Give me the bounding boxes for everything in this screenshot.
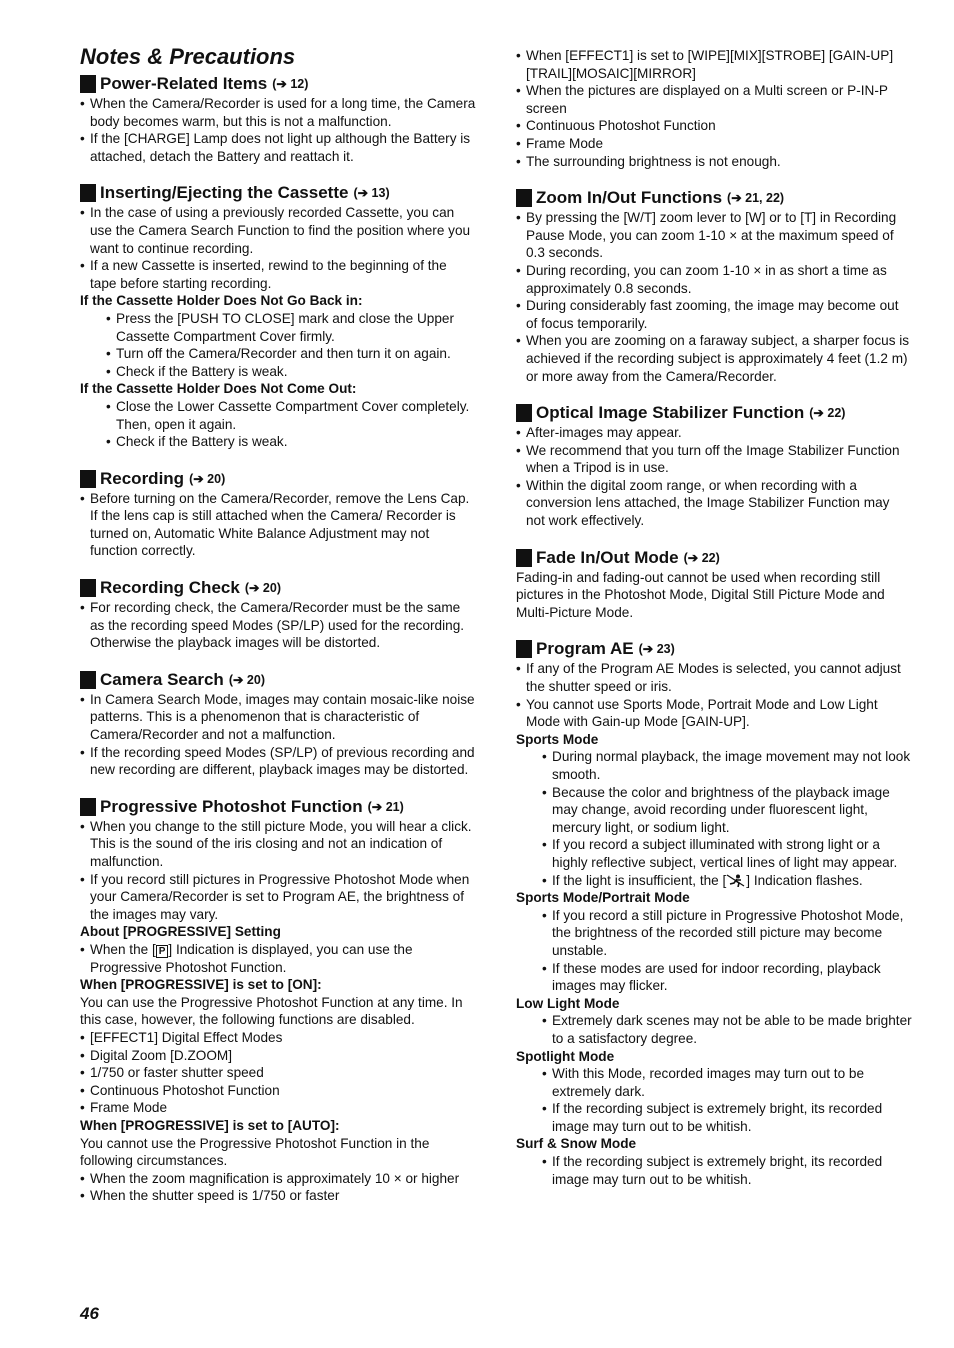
square-bullet-icon: [80, 470, 96, 488]
bullet-item: • During considerably fast zooming, the image may become out of focus temporarily.: [516, 297, 912, 332]
bullet-item: • We recommend that you turn off the Image Stabilizer Function when a Tripod is in use.: [516, 442, 912, 477]
section-title: Recording: [100, 468, 185, 488]
subheading: About [PROGRESSIVE] Setting: [80, 924, 281, 940]
bullet-item: • Frame Mode: [516, 135, 912, 153]
section-title: Inserting/Ejecting the Cassette: [100, 183, 349, 203]
bullet-item: • If you record still pictures in Progressive Photoshot Mode when your Camera/Recorder is set to Program AE, the brightness of the images may vary.: [80, 871, 476, 924]
section-image-stabilizer: [516, 403, 912, 530]
bullet-item: • During recording, you can zoom 1-10 × in as short a time as approximately 0.8 seconds.: [516, 262, 912, 297]
section-power: [80, 74, 476, 165]
bullet-item: • Continuous Photoshot Function: [80, 1082, 476, 1100]
bullet-item: • Before turning on the Camera/Recorder, remove the Lens Cap. If the lens cap is still attached when the Camera/ Recorder is turned on, Automatic White Balance Adjustment may not function correctly.: [80, 490, 476, 560]
left-column: [80, 74, 476, 1223]
section-title: Fade In/Out Mode: [536, 547, 679, 567]
section-title: Program AE: [536, 639, 634, 659]
page-reference: (➔ 23): [638, 642, 675, 657]
bullet-item: • If these modes are used for indoor recording, playback images may flicker.: [542, 960, 912, 995]
bullet-item: • In Camera Search Mode, images may contain mosaic-like noise patterns. This is a phenomenon that is characteristic of Camera/Recorder and not a malfunction.: [80, 691, 476, 744]
bullet-item: • During normal playback, the image movement may not look smooth.: [542, 748, 912, 783]
bullet-item: • Digital Zoom [D.ZOOM]: [80, 1047, 476, 1065]
bullet-item: • [EFFECT1] Digital Effect Modes: [80, 1029, 476, 1047]
section-title: Recording Check: [100, 578, 240, 598]
text-fragment: If the light is insufficient, the [: [552, 872, 727, 888]
bullet-item: • If the recording subject is extremely bright, its recorded image may turn out to be whitish.: [542, 1153, 912, 1188]
bullet-item: • When the shutter speed is 1/750 or faster: [80, 1187, 476, 1205]
page-reference: (➔ 13): [353, 186, 390, 201]
section-heading: [80, 578, 476, 598]
bullet-item: • For recording check, the Camera/Recorder must be the same as the recording speed Modes (SP/LP) used for the recording. Otherwise the playback images will be distorted.: [80, 599, 476, 652]
subheading: Low Light Mode: [516, 995, 620, 1011]
paragraph: You can use the Progressive Photoshot Function at any time. In this case, however, the following functions are disabled.: [80, 994, 463, 1028]
bullet-item: • The surrounding brightness is not enough.: [516, 153, 912, 171]
subheading: Surf & Snow Mode: [516, 1136, 637, 1152]
section-heading: [516, 639, 912, 659]
section-heading: [80, 469, 476, 489]
bullet-item: • If any of the Program AE Modes is selected, you cannot adjust the shutter speed or iris.: [516, 660, 912, 695]
square-bullet-icon: [516, 549, 532, 567]
square-bullet-icon: [516, 189, 532, 207]
sub-list: [516, 907, 912, 995]
section-camera-search: [80, 670, 476, 779]
bullet-item: • When you change to the still picture Mode, you will hear a click. This is the sound of the iris closing and not an indication of malfunction.: [80, 818, 476, 871]
bullet-item: • If the recording speed Modes (SP/LP) of previous recording and new recording are different, playback images may be distorted.: [80, 744, 476, 779]
bullet-item: • 1/750 or faster shutter speed: [80, 1064, 476, 1082]
page-reference: (➔ 22): [809, 406, 846, 421]
subheading: When [PROGRESSIVE] is set to [AUTO]:: [80, 1117, 340, 1133]
bullet-item: [542, 872, 912, 890]
subheading: If the Cassette Holder Does Not Go Back in:: [80, 293, 363, 309]
subheading: Sports Mode/Portrait Mode: [516, 890, 690, 906]
page-reference: (➔ 21): [367, 799, 404, 814]
page-title: Notes & Precautions: [80, 44, 296, 69]
section-heading: [80, 183, 476, 203]
section-progressive-continued: [516, 47, 912, 170]
progressive-indicator-icon: P: [156, 945, 169, 958]
bullet-item: • Extremely dark scenes may not be able to be made brighter to a satisfactory degree.: [542, 1012, 912, 1047]
bullet-item: • When the zoom magnification is approximately 10 × or higher: [80, 1170, 476, 1188]
bullet-item: • When [EFFECT1] is set to [WIPE][MIX][STROBE] [GAIN-UP][TRAIL][MOSAIC][MIRROR]: [516, 47, 912, 82]
page-reference: (➔ 20): [228, 672, 265, 687]
bullet-item: • After-images may appear.: [516, 424, 912, 442]
sub-list: [516, 1065, 912, 1135]
sub-list: [516, 1012, 912, 1047]
section-title: Power-Related Items: [100, 74, 268, 93]
bullet-item: • Close the Lower Cassette Compartment Cover completely. Then, open it again.: [106, 398, 476, 433]
text-fragment: When the [: [90, 941, 156, 957]
paragraph: Fading-in and fading-out cannot be used when recording still pictures in the Photoshot Mode, Digital Still Picture Mode and Multi-Picture Mode.: [516, 569, 885, 620]
section-progressive: [80, 797, 476, 1205]
bullet-item: • Frame Mode: [80, 1099, 476, 1117]
section-title: Optical Image Stabilizer Function: [536, 403, 805, 423]
subheading: If the Cassette Holder Does Not Come Out:: [80, 381, 357, 397]
page-reference: (➔ 21, 22): [727, 191, 785, 206]
square-bullet-icon: [80, 579, 96, 597]
sports-mode-icon: [726, 874, 746, 887]
bullet-item: • You cannot use Sports Mode, Portrait Mode and Low Light Mode with Gain-up Mode [GAIN-UP].: [516, 696, 912, 731]
bullet-item: • By pressing the [W/T] zoom lever to [W] or to [T] in Recording Pause Mode, you can zoom 1-10 × at the maximum speed of 0.3 seconds.: [516, 209, 912, 262]
bullet-item: • If the recording subject is extremely bright, its recorded image may turn out to be whitish.: [542, 1100, 912, 1135]
bullet-item: • When the pictures are displayed on a Multi screen or P-IN-P screen: [516, 82, 912, 117]
page-reference: (➔ 22): [683, 550, 720, 565]
bullet-item: • Continuous Photoshot Function: [516, 117, 912, 135]
page-reference: (➔ 20): [244, 581, 281, 596]
section-title: Zoom In/Out Functions: [536, 188, 723, 208]
bullet-item: • When the Camera/Recorder is used for a long time, the Camera body becomes warm, but this is not a malfunction.: [80, 95, 476, 130]
section-title: Progressive Photoshot Function: [100, 796, 363, 816]
section-heading: [516, 548, 912, 568]
bullet-item: • Check if the Battery is weak.: [106, 433, 476, 451]
bullet-item: • When you are zooming on a faraway subject, a sharper focus is achieved if the recording subject is approximately 4 feet (1.2 m) or more away from the Camera/Recorder.: [516, 332, 912, 385]
section-fade: [516, 548, 912, 622]
section-program-ae: [516, 639, 912, 1188]
page-reference: (➔ 20): [189, 471, 226, 486]
square-bullet-icon: [80, 184, 96, 202]
text-fragment: ] Indication flashes.: [746, 872, 863, 888]
square-bullet-icon: [80, 798, 96, 816]
bullet-item: • If the [CHARGE] Lamp does not light up although the Battery is attached, detach the Battery and reattach it.: [80, 130, 476, 165]
section-heading: [80, 797, 476, 817]
section-recording-check: [80, 578, 476, 652]
bullet-item: • Because the color and brightness of the playback image may change, avoid recording under fluorescent light, mercury light, or sodium light.: [542, 784, 912, 837]
bullet-item: [80, 941, 476, 976]
section-heading: [516, 188, 912, 208]
page-reference: (➔ 12): [272, 77, 309, 91]
bullet-item: • If a new Cassette is inserted, rewind to the beginning of the tape before starting recording.: [80, 257, 476, 292]
subheading: Spotlight Mode: [516, 1048, 615, 1064]
section-zoom: [516, 188, 912, 385]
subheading: Sports Mode: [516, 731, 599, 747]
bullet-item: • Press the [PUSH TO CLOSE] mark and close the Upper Cassette Compartment Cover firmly.: [106, 310, 476, 345]
right-column: [516, 47, 912, 1206]
bullet-item: • If you record a subject illuminated with strong light or a highly reflective subject, vertical lines of light may appear.: [542, 836, 912, 871]
bullet-item: • Within the digital zoom range, or when recording with a conversion lens attached, the Image Stabilizer Function may not work effectively.: [516, 477, 912, 530]
section-title: Camera Search: [100, 669, 224, 689]
section-cassette: [80, 183, 476, 450]
subheading: When [PROGRESSIVE] is set to [ON]:: [80, 977, 322, 993]
sub-list: [516, 1153, 912, 1188]
bullet-item: • Turn off the Camera/Recorder and then turn it on again.: [106, 345, 476, 363]
bullet-item: • Check if the Battery is weak.: [106, 363, 476, 381]
sub-list: [80, 310, 476, 380]
sub-list: [80, 398, 476, 451]
bullet-item: • With this Mode, recorded images may turn out to be extremely dark.: [542, 1065, 912, 1100]
square-bullet-icon: [80, 75, 96, 93]
paragraph: You cannot use the Progressive Photoshot Function in the following circumstances.: [80, 1135, 430, 1169]
bullet-item: • In the case of using a previously recorded Cassette, you can use the Camera Search Function to find the position where you want to continue recording.: [80, 204, 476, 257]
bullet-item: • If you record a still picture in Progressive Photoshot Mode, the brightness of the recorded still picture may become unstable.: [542, 907, 912, 960]
sub-list: [516, 748, 912, 889]
section-heading: [80, 74, 476, 94]
page-number: 46: [80, 1304, 99, 1323]
section-heading: [516, 403, 912, 423]
square-bullet-icon: [516, 640, 532, 658]
text-fragment: ] Indication is displayed, you can use the Progressive Photoshot Function.: [90, 941, 413, 975]
section-heading: [80, 670, 476, 690]
section-recording: [80, 469, 476, 560]
square-bullet-icon: [516, 404, 532, 422]
square-bullet-icon: [80, 671, 96, 689]
